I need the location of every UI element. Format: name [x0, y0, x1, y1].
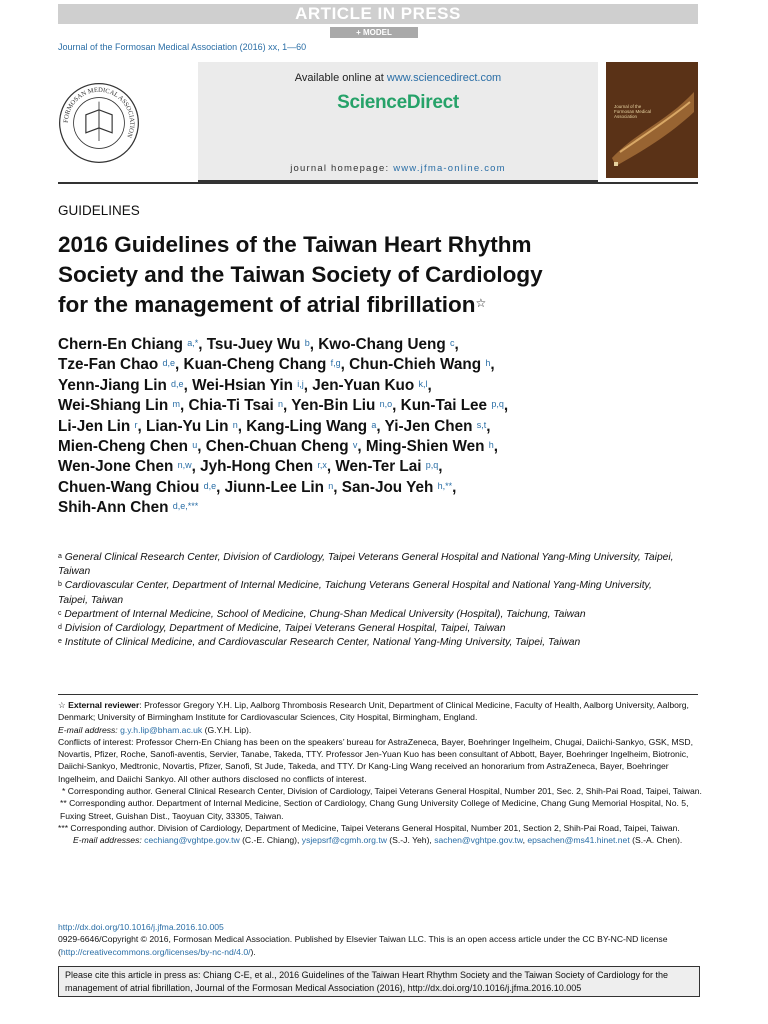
affiliation-item — [58, 636, 678, 650]
author-separator: , — [452, 478, 457, 496]
affiliation-letter: b — [58, 581, 62, 589]
affiliation-list — [58, 551, 678, 650]
author-affiliation-sup[interactable]: n,o — [379, 399, 393, 410]
reviewer-email-link[interactable]: g.y.h.lip@bham.ac.uk — [120, 724, 203, 735]
author-separator: , — [309, 336, 319, 353]
author-name[interactable]: Kun-Tai Lee — [400, 397, 488, 415]
journal-pages: , 1—60 — [277, 42, 307, 52]
author-name[interactable]: Kang-Ling Wang — [246, 417, 368, 435]
author-separator: , — [340, 356, 350, 374]
author-affiliation-sup[interactable]: d,e — [203, 480, 217, 491]
sciencedirect-box — [198, 62, 598, 182]
author-name[interactable]: Mien-Cheng Chen — [58, 438, 189, 456]
author-affiliation-sup[interactable]: d,e — [171, 378, 184, 389]
author-name[interactable]: Yenn-Jiang Lin — [58, 376, 167, 394]
corresponding-author-2: ** Corresponding author. Department of Internal Medicine, Section of Cardiology, Chang Gung University College of Medicine, Chang Gung Memorial Hospital, No. 5, Fuxing Street, Guishan Dist., Taoyuan City, 33305, Taiwan. — [60, 798, 689, 821]
author-separator: , — [333, 478, 342, 496]
author-name[interactable]: Tze-Fan Chao — [58, 356, 159, 374]
author-affiliation-sup[interactable]: h — [488, 440, 494, 451]
author-name[interactable]: Yi-Jen Chen — [384, 417, 473, 435]
author-emails — [58, 834, 702, 846]
copyright-line — [58, 933, 702, 958]
available-online — [198, 72, 598, 84]
affiliation-text: Institute of Clinical Medicine, and Cardiovascular Research Center, National Yang-Ming University, Taipei, Taiwan — [61, 637, 581, 649]
author-affiliation-sup[interactable]: f,g — [330, 358, 341, 369]
corresponding-author-3: *** Corresponding author. Division of Cardiology, Department of Medicine, Taipei Veterans General Hospital, Number 201, Section 2, Shih-Pai Road, Taipei, Taiwan. — [58, 822, 680, 833]
author-affiliation-sup[interactable]: i,j — [297, 378, 304, 389]
author-name[interactable]: Yen-Bin Liu — [291, 397, 376, 415]
email-link-chiang[interactable]: cechiang@vghtpe.gov.tw — [144, 835, 240, 846]
reviewer-label: External reviewer — [65, 700, 140, 710]
author-affiliation-sup[interactable]: n — [328, 480, 334, 491]
author-name[interactable]: Kuan-Cheng Chang — [183, 356, 327, 374]
author-separator: , — [283, 397, 292, 415]
author-separator: , — [183, 376, 193, 394]
affiliation-item — [58, 622, 678, 636]
author-separator: , — [237, 417, 247, 435]
email-who-yeh: (S.-J. Yeh), — [386, 835, 435, 846]
doi-block — [58, 921, 702, 958]
author-name[interactable]: Chen-Chuan Cheng — [205, 438, 349, 456]
cover-title: Journal of the Formosan Medical Association — [614, 104, 652, 119]
author-affiliation-sup[interactable]: a,* — [187, 338, 199, 348]
reviewer-note — [58, 699, 702, 724]
journal-header — [58, 62, 698, 180]
homepage-prefix: journal homepage: — [290, 163, 394, 174]
author-name[interactable]: Jiunn-Lee Lin — [224, 478, 325, 496]
author-affiliation-sup[interactable]: r,x — [317, 460, 327, 471]
author-separator: , — [357, 438, 366, 456]
model-tag: + MODEL — [330, 27, 418, 38]
author-name[interactable]: Jyh-Hong Chen — [200, 458, 314, 476]
journal-homepage — [198, 163, 598, 174]
author-name[interactable]: Chia-Ti Tsai — [188, 397, 274, 415]
author-name[interactable]: Chun-Chieh Wang — [349, 356, 482, 374]
author-separator: , — [197, 438, 206, 456]
author-line — [58, 457, 708, 477]
sciencedirect-link[interactable]: www.sciencedirect.com — [386, 72, 502, 84]
article-title — [58, 230, 708, 320]
email-separator: , — [522, 835, 528, 846]
author-line — [58, 498, 708, 518]
license-close: ). — [250, 946, 256, 957]
affiliation-text: General Clinical Research Center, Division of Cardiology, Taipei Veterans General Hospital and National Yang-Ming University, Taipei, Taiwan — [58, 552, 674, 578]
author-line — [58, 437, 708, 457]
email-who-chiang: (C.-E. Chiang), — [239, 835, 302, 846]
author-name[interactable]: Chern-En Chiang — [58, 336, 183, 353]
title-line-3: for the management of atrial fibrillation — [58, 292, 476, 317]
author-affiliation-sup[interactable]: p,q — [491, 399, 504, 410]
doi-link[interactable]: http://dx.doi.org/10.1016/j.jfma.2016.10.005 — [58, 922, 224, 932]
author-affiliation-sup[interactable]: p,q — [425, 460, 439, 471]
affiliation-letter: e — [58, 638, 62, 646]
affiliation-text: Department of Internal Medicine, School of Medicine, Chung-Shan Medical University (Hospital), Taichung, Taiwan — [61, 608, 586, 620]
author-affiliation-sup[interactable]: h — [485, 358, 491, 369]
author-separator: , — [137, 417, 146, 435]
corresponding-author-1: * Corresponding author. General Clinical Research Center, Division of Cardiology, Taipei Veterans General Hospital, Number 201, Sec. 2, Shih-Pai Road, Taipei, Taiwan. — [62, 786, 702, 797]
author-affiliation-sup[interactable]: n,w — [177, 460, 192, 471]
author-name[interactable]: Lian-Yu Lin — [146, 417, 229, 435]
author-name[interactable]: Jen-Yuan Kuo — [312, 376, 415, 394]
author-affiliation-sup[interactable]: m — [172, 399, 180, 410]
journal-cover-image[interactable] — [606, 62, 698, 178]
author-affiliation-sup[interactable]: u — [192, 440, 198, 451]
author-line — [58, 478, 708, 498]
author-affiliation-sup[interactable]: s,t — [476, 419, 487, 430]
author-affiliation-sup[interactable]: b — [304, 338, 310, 348]
author-separator: , — [179, 397, 189, 415]
journal-citation-line[interactable] — [58, 42, 306, 52]
title-line-2: Society and the Taiwan Society of Cardiology — [58, 262, 543, 287]
affiliation-letter: a — [58, 553, 62, 560]
fma-seal-logo — [58, 82, 140, 164]
journal-issue: xx — [268, 42, 278, 52]
affiliation-item — [58, 579, 678, 607]
author-name[interactable]: Wei-Hsian Yin — [192, 376, 293, 394]
copyright-text: 0929-6646/Copyright © 2016, Formosan Medical Association. Published by Elsevier Taiwan LLC. This is an open access article under the CC BY-NC-ND license ( — [58, 934, 668, 957]
affiliation-text: Division of Cardiology, Department of Medicine, Taipei Veterans General Hospital, Taipei, Taiwan — [61, 623, 506, 635]
cover-art — [606, 62, 698, 178]
sciencedirect-logo[interactable]: ScienceDirect — [337, 92, 459, 113]
email-link-chen-1[interactable]: sachen@vghtpe.gov.tw — [434, 835, 523, 846]
notes-divider — [58, 694, 698, 695]
emails-label: E-mail addresses: — [73, 835, 142, 846]
author-separator: , — [303, 376, 313, 394]
header-divider — [58, 182, 698, 184]
author-affiliation-sup[interactable]: a — [371, 419, 377, 430]
author-separator: , — [490, 356, 495, 374]
author-separator: , — [427, 376, 432, 394]
author-affiliation-sup[interactable]: d,e,*** — [172, 501, 199, 512]
affiliation-item — [58, 551, 678, 579]
reviewer-text: : Professor Gregory Y.H. Lip, Aalborg Thrombosis Research Unit, Department of Clinical Medicine, Faculty of Health, Aalborg University, Aalborg, Denmark; University of Birmingham Institute for Cardiovascular Sciences, City Hospital, Birmingham, England. — [58, 700, 689, 723]
author-separator: , — [493, 438, 499, 456]
author-separator: , — [438, 458, 443, 476]
email-who-chen: (S.-A. Chen). — [629, 835, 683, 846]
reviewer-email-label: E-mail address: — [58, 724, 118, 735]
title-star-mark[interactable]: ☆ — [475, 296, 487, 310]
available-prefix: Available online at — [294, 72, 387, 84]
author-name[interactable]: Li-Jen Lin — [58, 417, 131, 435]
article-in-press-banner: ARTICLE IN PRESS — [58, 4, 698, 24]
author-name[interactable]: Wen-Jone Chen — [58, 458, 174, 476]
author-separator: , — [376, 417, 385, 435]
author-name[interactable]: Chuen-Wang Chiou — [58, 478, 200, 496]
author-separator: , — [326, 458, 336, 476]
author-name[interactable]: Wei-Shiang Lin — [58, 397, 169, 415]
author-line — [58, 376, 708, 396]
author-name[interactable]: San-Jou Yeh — [341, 478, 434, 496]
title-line-1: 2016 Guidelines of the Taiwan Heart Rhythm — [58, 232, 532, 257]
author-separator: , — [198, 336, 207, 353]
email-link-chen-2[interactable]: epsachen@ms41.hinet.net — [527, 835, 630, 846]
author-affiliation-sup[interactable]: h,** — [437, 480, 453, 491]
author-line — [58, 396, 708, 416]
email-link-yeh[interactable]: ysjepsrf@cgmh.org.tw — [301, 835, 387, 846]
author-name[interactable]: Tsu-Juey Wu — [206, 336, 301, 353]
author-separator: , — [191, 458, 201, 476]
author-separator: , — [503, 397, 509, 415]
author-separator: , — [392, 397, 401, 415]
affiliation-item — [58, 608, 678, 622]
author-name[interactable]: Shih-Ann Chen — [58, 499, 169, 517]
license-link[interactable]: http://creativecommons.org/licenses/by-nc-nd/4.0/ — [60, 946, 251, 957]
reviewer-email-line — [58, 724, 702, 736]
conflicts-of-interest: Conflicts of interest: Professor Chern-En Chiang has been on the speakers’ bureau for AstraZeneca, Bayer, Boehringer Ingelheim, Chugai, Daiichi-Sankyo, GSK, MSD, Novartis, Pfizer, Roche, Sanofi-aventis, Servier, Tanabe, Takeda, TTY. Professor Jen-Yuan Kuo has been consultant of Abbott, Bayer, Boehringer Ingelheim, Biotronic, Daiichi-Sankyo, Medtronic, Novartis, Pfizer, Sanofi, St Jude, Takeda, and TTY. Dr Kang-Ling Wang received an honorarium from AstraZeneca, Bayer, Boehringer Ingelheim, and Daiichi Sankyo. All other authors disclosed no conflicts of interest. — [58, 736, 693, 784]
affiliation-letter: d — [58, 624, 62, 632]
author-name[interactable]: Wen-Ter Lai — [335, 458, 422, 476]
author-separator: , — [486, 417, 491, 435]
author-affiliation-sup[interactable]: n — [232, 419, 238, 430]
author-name[interactable]: Ming-Shien Wen — [365, 438, 485, 456]
author-line — [58, 355, 708, 375]
author-affiliation-sup[interactable]: r — [134, 419, 138, 430]
cite-this-article-box: Please cite this article in press as: Chiang C-E, et al., 2016 Guidelines of the Taiwan Heart Rhythm Society and the Taiwan Society of Cardiology for the management of atrial fibrillation, Journal of the Formosan Medical Association (2016), http://dx.doi.org/10.1016/j.jfma.2016.10.005 — [58, 966, 700, 997]
journal-homepage-link[interactable]: www.jfma-online.com — [393, 163, 506, 174]
journal-name: Journal of the Formosan Medical Association (2016) — [58, 42, 269, 52]
affiliation-text: Cardiovascular Center, Department of Internal Medicine, Taichung Veterans General Hospital and National Yang-Ming University, Taipei, Taiwan — [58, 580, 652, 606]
section-label: GUIDELINES — [58, 203, 140, 218]
author-affiliation-sup[interactable]: k,l — [418, 378, 428, 389]
author-affiliation-sup[interactable]: c — [449, 338, 455, 348]
author-affiliation-sup[interactable]: d,e — [162, 358, 176, 369]
footnotes — [58, 699, 702, 847]
author-affiliation-sup[interactable]: n — [278, 399, 284, 410]
author-list — [58, 335, 708, 519]
author-name[interactable]: Kwo-Chang Ueng — [318, 336, 446, 353]
author-affiliation-sup[interactable]: v — [352, 440, 358, 451]
author-line — [58, 335, 708, 355]
author-separator: , — [216, 478, 225, 496]
author-separator: , — [454, 336, 459, 353]
reviewer-mark: ☆ — [58, 700, 66, 710]
reviewer-email-who: (G.Y.H. Lip). — [202, 724, 252, 735]
author-separator: , — [175, 356, 184, 374]
affiliation-letter: c — [58, 609, 62, 617]
seal-text: FORMOSAN MEDICAL ASSOCIATION — [62, 86, 136, 139]
author-line — [58, 417, 708, 437]
